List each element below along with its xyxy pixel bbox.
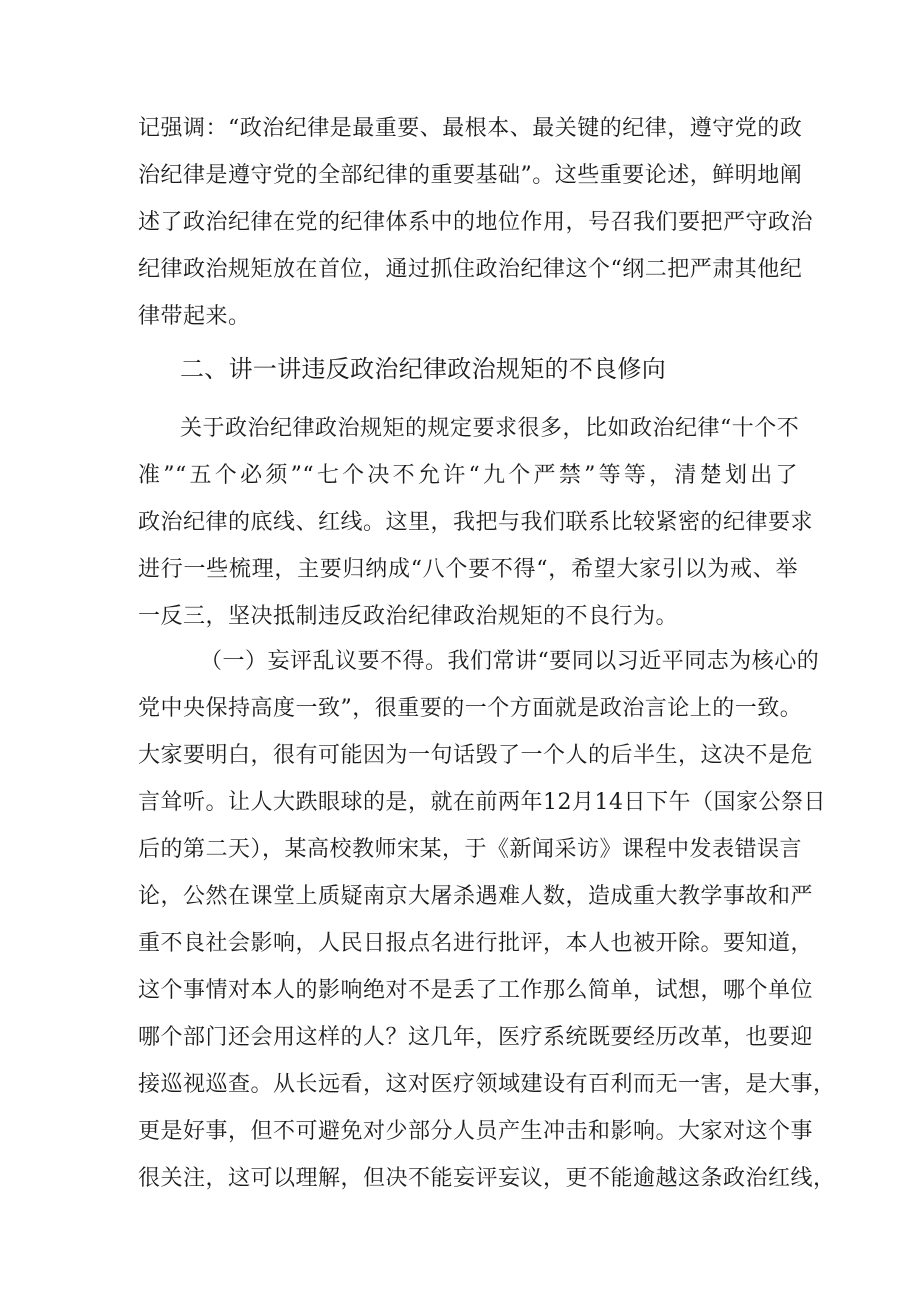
text-line: 一反三，坚决抵制违反政治纪律政治规矩的不良行为。: [138, 604, 679, 629]
text-line: 记强调：“政治纪律是最重要、最根本、最关键的纪律，遵守党的政: [138, 116, 803, 141]
text-line: 接巡视巡查。从长远看，这对医疗领域建设有百利而无一害，是大事，: [138, 1072, 836, 1097]
text-line: 述了政治纪律在党的纪律体系中的地位作用，号召我们要把严守政治: [138, 210, 814, 235]
text-line: 大家要明白，很有可能因为一句话毁了一个人的后半生，这决不是危: [138, 743, 814, 768]
text-line: 纪律政治规矩放在首位，通过抓住政治纪律这个“纲二把严肃其他纪: [138, 257, 803, 282]
text-line: 论，公然在课堂上质疑南京大屠杀遇难人数，造成重大教学事故和严: [138, 884, 814, 909]
text-line: 这个事情对本人的影响绝对不是丢了工作那么简单，试想，哪个单位: [138, 978, 814, 1003]
text-line: 更是好事，但不可避免对少部分人员产生冲击和影响。大家对这个事: [138, 1119, 814, 1144]
text-line: 进行一些梳理，主要归纳成“八个要不得“，希望大家引以为戒、举: [138, 557, 798, 582]
text-line: 政治纪律的底线、红线。这里，我把与我们联系比较紧密的纪律要求: [138, 510, 814, 535]
text-line: 重不良社会影响，人民日报点名进行批评，本人也被开除。要知道，: [138, 931, 814, 956]
text-line: 哪个部门还会用这样的人？这几年，医疗系统既要经历改革，也要迎: [138, 1025, 814, 1050]
text-line: 治纪律是遵守党的全部纪律的重要基础”。这些重要论述，鲜明地阐: [138, 163, 803, 188]
text-line: 律带起来。: [138, 304, 251, 329]
text-line: 党中央保持高度一致”，很重要的一个方面就是政治言论上的一致。: [138, 696, 803, 721]
text-line: 关于政治纪律政治规矩的规定要求很多，比如政治纪律“十个不: [180, 416, 800, 441]
text-line: 言耸听。让人大跌眼球的是，就在前两年12月14日下午（国家公祭日: [138, 790, 826, 815]
section-heading: 二、讲一讲违反政治纪律政治规矩的不良修向: [180, 355, 666, 383]
text-line: 后的第二天），某高校教师宋某，于《新闻采访》课程中发表错误言: [138, 837, 803, 862]
text-line: 准”“五个必须”“七个决不允许“九个严禁”等等，清楚划出了: [138, 463, 798, 488]
text-line: 很关注，这可以理解，但决不能妄评妄议，更不能逾越这条政治红线，: [138, 1166, 836, 1191]
text-line: （一）妄评乱议要不得。我们常讲“要同以习近平同志为核心的: [200, 649, 820, 674]
